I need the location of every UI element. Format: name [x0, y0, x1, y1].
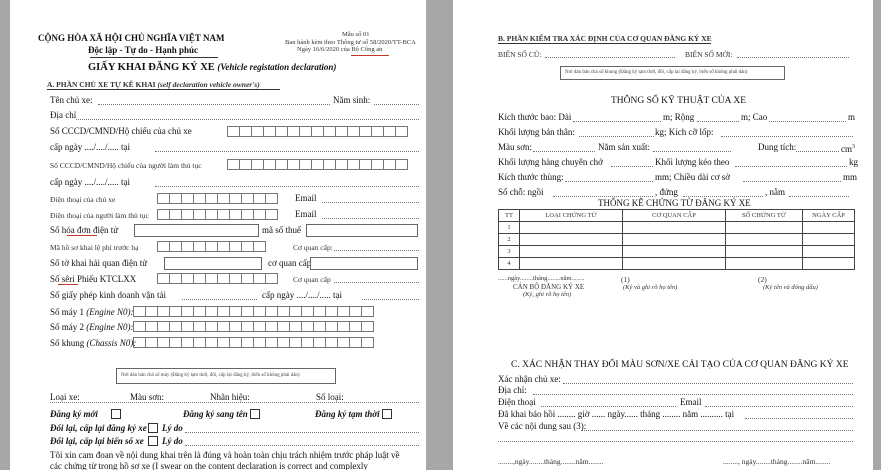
- doc-type-cell[interactable]: [520, 258, 623, 270]
- spec-color-input[interactable]: [533, 151, 595, 152]
- doc-issuer-cell[interactable]: [623, 222, 726, 234]
- docs-header-cell: TT: [499, 210, 520, 222]
- table-row: [499, 234, 855, 246]
- doc-type-cell[interactable]: [520, 234, 623, 246]
- sign-col2-subtitle: (Ký và ghi rõ họ tên): [623, 284, 678, 291]
- engine2-boxes[interactable]: [134, 321, 374, 332]
- docs-header-cell: CƠ QUAN CẤP: [623, 210, 726, 222]
- bottom-date-right: ........, ngày........tháng........năm........: [723, 457, 831, 466]
- issuer-label-1: Cơ quan cấp:: [293, 243, 333, 252]
- proxy-phone-label: Điện thoại của người làm thủ tục: [50, 211, 149, 220]
- declaration-line-1: Tôi xin cam đoan về nội dung khai trên là đúng và hoàn toàn chịu trách nhiệm trước pháp luật về: [50, 450, 400, 460]
- spec-color-label: Màu sơn:: [498, 142, 533, 152]
- reason-input-2[interactable]: [185, 445, 419, 446]
- customs-no-label: Số tờ khai hải quan điện tử: [50, 258, 148, 268]
- row-number: 2: [499, 234, 520, 246]
- confirm-phone-label: Điện thoại: [498, 397, 536, 407]
- invoice-no-label: Số hóa đơn điện tử: [50, 225, 119, 235]
- chassis-stamp-area: [560, 66, 785, 80]
- declaration-line-2: các chứng từ trong hồ sơ xe (I swear on the content declaration is correct and complexly: [50, 461, 368, 470]
- address-input[interactable]: [76, 119, 419, 120]
- seats-label: Số chỗ: ngồi: [498, 187, 544, 197]
- owner-id-boxes[interactable]: [228, 126, 408, 137]
- vehicle-model-label: Số loại:: [316, 392, 344, 402]
- form-page-left: [10, 0, 426, 470]
- email-input-2[interactable]: [322, 218, 419, 219]
- officer-title: CÁN BỘ ĐĂNG KÝ XE: [513, 283, 585, 291]
- curb-weight-input[interactable]: [579, 136, 654, 137]
- confirm-email-input[interactable]: [705, 406, 853, 407]
- transport-license-input[interactable]: [182, 299, 257, 300]
- form-number: Mẫu số 01: [342, 31, 370, 38]
- section-b-heading: B. PHẦN KIỂM TRA XÁC ĐỊNH CỦA CƠ QUAN ĐĂNG KÝ XE: [498, 34, 712, 43]
- customs-no-box[interactable]: [164, 257, 262, 270]
- invoice-no-box[interactable]: [134, 224, 259, 237]
- section-a-heading: A. PHẦN CHỦ XE TỰ KÊ KHAI (self declaration vehicle owner's): [47, 80, 260, 89]
- spellcheck-underline: [67, 235, 97, 236]
- form-page-right: [453, 0, 873, 470]
- doc-type-cell[interactable]: [520, 246, 623, 258]
- doc-date-cell[interactable]: [803, 234, 855, 246]
- proxy-phone-boxes[interactable]: [158, 209, 278, 220]
- height-label: m; Cao: [741, 112, 768, 122]
- height-input[interactable]: [769, 121, 846, 122]
- confirm-phone-input[interactable]: [541, 406, 676, 407]
- motto: Độc lập - Tự do - Hạnh phúc: [88, 45, 199, 55]
- issuer-box-2[interactable]: [310, 257, 418, 270]
- transfer-registration-checkbox[interactable]: [250, 409, 260, 419]
- engine1-boxes[interactable]: [134, 306, 374, 317]
- doc-type-cell[interactable]: [520, 222, 623, 234]
- doc-number-cell[interactable]: [726, 222, 803, 234]
- width-input[interactable]: [697, 121, 739, 122]
- unit-mm: mm: [843, 172, 858, 182]
- curb-weight-label: Khối lượng bản thân:: [498, 127, 575, 137]
- doc-date-cell[interactable]: [803, 258, 855, 270]
- fee-code-boxes[interactable]: [158, 241, 266, 252]
- section-a-underline: [47, 89, 280, 90]
- doc-number-cell[interactable]: [726, 234, 803, 246]
- sign-date-left: ......ngày........tháng........năm........: [498, 275, 585, 282]
- engine1-label: Số máy 1 (Engine N0):: [50, 307, 134, 317]
- section-b-underline: [498, 43, 711, 44]
- docs-header-cell: SỐ CHỨNG TỪ: [726, 210, 803, 222]
- owner-id-label: Số CCCD/CMND/Hộ chiếu của chủ xe: [50, 126, 192, 136]
- width-label: m; Rộng: [663, 112, 695, 122]
- lying-input[interactable]: [789, 196, 849, 197]
- country-name: CỘNG HÒA XÃ HỘI CHỦ NGHĨA VIỆT NAM: [38, 33, 225, 43]
- docs-title: THỐNG KÊ CHỨNG TỪ ĐĂNG KÝ XE: [598, 198, 751, 208]
- confirm-owner-input[interactable]: [563, 383, 853, 384]
- ktclxx-label: Số sêri Phiếu KTCLXX: [50, 274, 137, 284]
- doc-issuer-cell[interactable]: [623, 258, 726, 270]
- owner-name-input[interactable]: [98, 104, 330, 105]
- chassis-boxes[interactable]: [134, 337, 374, 348]
- new-plate-input[interactable]: [737, 57, 849, 58]
- reissue-plate-checkbox[interactable]: [148, 436, 158, 446]
- reason-label-1: Lý do: [162, 423, 183, 433]
- row-number: 1: [499, 222, 520, 234]
- docs-header-row: [499, 210, 855, 222]
- doc-date-cell[interactable]: [803, 246, 855, 258]
- officer-subtitle: (Ký, ghi rõ họ tên): [523, 291, 572, 298]
- box-size-input[interactable]: [565, 181, 653, 182]
- tow-weight-label: Khối lượng kéo theo: [655, 157, 730, 167]
- wheelbase-label: mm; Chiều dài cơ sở: [655, 172, 731, 182]
- tire-label: kg; Kích cỡ lốp:: [655, 127, 714, 137]
- reissue-cert-label: Đổi lại, cấp lại đăng ký xe: [50, 423, 147, 433]
- owner-name-label: Tên chủ xe:: [50, 95, 93, 105]
- unit-kg: kg: [849, 157, 858, 167]
- new-plate-label: BIỂN SỐ MỚI:: [685, 50, 733, 59]
- standing-input[interactable]: [683, 196, 763, 197]
- new-registration-checkbox[interactable]: [111, 409, 121, 419]
- issue-date-label-1: cấp ngày ..../..../..... tại: [50, 142, 130, 152]
- proxy-id-label: Số CCCD/CMND/Hộ chiếu của người làm thủ tục: [50, 161, 202, 170]
- content-input-1[interactable]: [581, 430, 853, 431]
- chassis-stamp-note: Nơi dán bản chà số khung (Đăng ký tạm thời, đổi, cấp lại đăng ký, biển số không phải dán): [565, 70, 748, 75]
- doc-date-cell[interactable]: [803, 222, 855, 234]
- row-number: 4: [499, 258, 520, 270]
- chassis-label: Số khung (Chassis N0):: [50, 338, 137, 348]
- owner-phone-label: Điện thoại của chủ xe: [50, 195, 116, 204]
- standing-label: , đứng: [655, 187, 678, 197]
- vehicle-color-label: Màu sơn:: [130, 392, 165, 402]
- old-plate-input[interactable]: [545, 57, 675, 58]
- capacity-label: Dung tích:: [758, 142, 797, 152]
- confirm-address-input[interactable]: [533, 394, 853, 395]
- issuer-label-3: Cơ quan cấp: [293, 275, 331, 284]
- engine-stamp-note: Nơi dán bản chà số máy (Đăng ký tạm thời, đổi, cấp lại đăng ký, biển số không phải dán): [121, 373, 300, 378]
- box-size-label: Kích thước thùng:: [498, 172, 564, 182]
- temporary-registration-label: Đăng ký tạm thời: [315, 409, 380, 419]
- proxy-id-boxes[interactable]: [228, 159, 408, 170]
- address-label: Địa chỉ: [50, 110, 77, 120]
- form-title: GIẤY KHAI ĐĂNG KÝ XE (Vehicle registation declaration): [88, 62, 337, 73]
- birth-year-input[interactable]: [374, 104, 419, 105]
- doc-number-cell[interactable]: [726, 246, 803, 258]
- issuer-input-1[interactable]: [334, 250, 419, 251]
- lying-label: , nằm: [765, 187, 785, 197]
- issuer-label-2: cơ quan cấp: [268, 258, 312, 268]
- docs-header-cell: NGÀY CẤP: [803, 210, 855, 222]
- email-label-2: Email: [295, 209, 317, 219]
- circular-line-2: Ngày 16/6/2020 của Bộ Công an: [297, 46, 383, 53]
- motto-underline: [90, 57, 218, 58]
- email-label-1: Email: [295, 193, 317, 203]
- spellcheck-underline: [351, 55, 389, 56]
- issue-place-input-2[interactable]: [155, 186, 419, 187]
- seats-input[interactable]: [553, 196, 653, 197]
- owner-phone-boxes[interactable]: [158, 193, 278, 204]
- issue-date-label-2: cấp ngày ..../..../..... tại: [50, 177, 130, 187]
- table-row: [499, 246, 855, 258]
- fee-code-label: Mã hồ sơ khai lệ phí trước bạ: [50, 243, 139, 252]
- unit-m: m: [848, 112, 856, 122]
- table-row: [499, 258, 855, 270]
- transport-license-label: Số giấy phép kinh doanh vận tải: [50, 290, 166, 300]
- sign-col2-number: (1): [621, 275, 630, 284]
- tax-code-box[interactable]: [306, 224, 418, 237]
- vehicle-brand-label: Nhãn hiệu:: [210, 392, 250, 402]
- reported-line: Đã khai báo hồi ........ giờ ...... ngày...... tháng ........ năm .......... tại: [498, 409, 735, 419]
- tax-code-label: mã số thuế: [262, 225, 301, 235]
- specs-title: THÔNG SỐ KỸ THUẬT CỦA XE: [611, 96, 747, 106]
- content-label: Về các nội dung sau (3):: [498, 421, 587, 431]
- temporary-registration-checkbox[interactable]: [382, 409, 392, 419]
- tire-input[interactable]: [721, 136, 853, 137]
- content-input-2[interactable]: [498, 441, 853, 442]
- cargo-weight-label: Khối lượng hàng chuyên chở: [498, 157, 603, 167]
- table-row: [499, 222, 855, 234]
- confirm-email-label: Email: [680, 397, 702, 407]
- doc-issuer-cell[interactable]: [623, 234, 726, 246]
- sign-col3-number: (2): [758, 275, 767, 284]
- size-label: Kích thước bao: Dài: [498, 112, 572, 122]
- transfer-registration-label: Đăng ký sang tên: [183, 409, 248, 419]
- capacity-input[interactable]: [796, 151, 839, 152]
- reason-label-2: Lý do: [162, 436, 183, 446]
- confirm-address-label: Địa chỉ:: [498, 385, 527, 395]
- vehicle-info-line[interactable]: [50, 402, 419, 403]
- old-plate-label: BIỂN SỐ CŨ:: [498, 50, 542, 59]
- sign-col3-subtitle: (Ký tên và đóng dấu): [763, 284, 818, 291]
- row-number: 3: [499, 246, 520, 258]
- docs-table: [498, 209, 855, 270]
- license-place-input[interactable]: [362, 299, 419, 300]
- cargo-weight-input[interactable]: [611, 166, 653, 167]
- section-c-heading: C. XÁC NHẬN THAY ĐỔI MÀU SƠN/XE CẢI TẠO CỦA CƠ QUAN ĐĂNG KÝ XE: [511, 360, 849, 370]
- engine-stamp-area: [116, 368, 336, 384]
- new-registration-label: Đăng ký mới: [50, 409, 98, 419]
- reissue-cert-checkbox[interactable]: [148, 423, 158, 433]
- year-input[interactable]: [653, 151, 731, 152]
- doc-issuer-cell[interactable]: [623, 246, 726, 258]
- spellcheck-underline: [58, 284, 78, 285]
- unit-cm3: $cm^3$: [841, 144, 855, 154]
- tow-weight-input[interactable]: [735, 166, 847, 167]
- birth-year-label: Năm sinh:: [333, 95, 371, 105]
- engine2-label: Số máy 2 (Engine N0):: [50, 322, 134, 332]
- year-label: Năm sản xuất:: [598, 142, 650, 152]
- reported-place-input[interactable]: [745, 418, 853, 419]
- length-input[interactable]: [573, 121, 661, 122]
- license-date-label: cấp ngày ..../..../..... tại: [262, 290, 342, 300]
- issue-place-input-1[interactable]: [155, 151, 419, 152]
- bottom-date-left: ........,ngày........tháng........năm........: [498, 457, 604, 466]
- doc-number-cell[interactable]: [726, 258, 803, 270]
- ktclxx-boxes[interactable]: [158, 273, 278, 284]
- confirm-owner-label: Xác nhận chủ xe:: [498, 374, 561, 384]
- email-input-1[interactable]: [322, 202, 419, 203]
- vehicle-type-label: Loại xe:: [50, 392, 80, 402]
- reissue-plate-label: Đổi lại, cấp lại biển số xe: [50, 436, 144, 446]
- docs-header-cell: LOẠI CHỨNG TỪ: [520, 210, 623, 222]
- circular-line-1: Ban hành kèm theo Thông tư số 58/2020/TT-BCA: [285, 39, 416, 46]
- reason-input-1[interactable]: [185, 432, 419, 433]
- wheelbase-input[interactable]: [743, 181, 841, 182]
- issuer-input-3[interactable]: [334, 282, 419, 283]
